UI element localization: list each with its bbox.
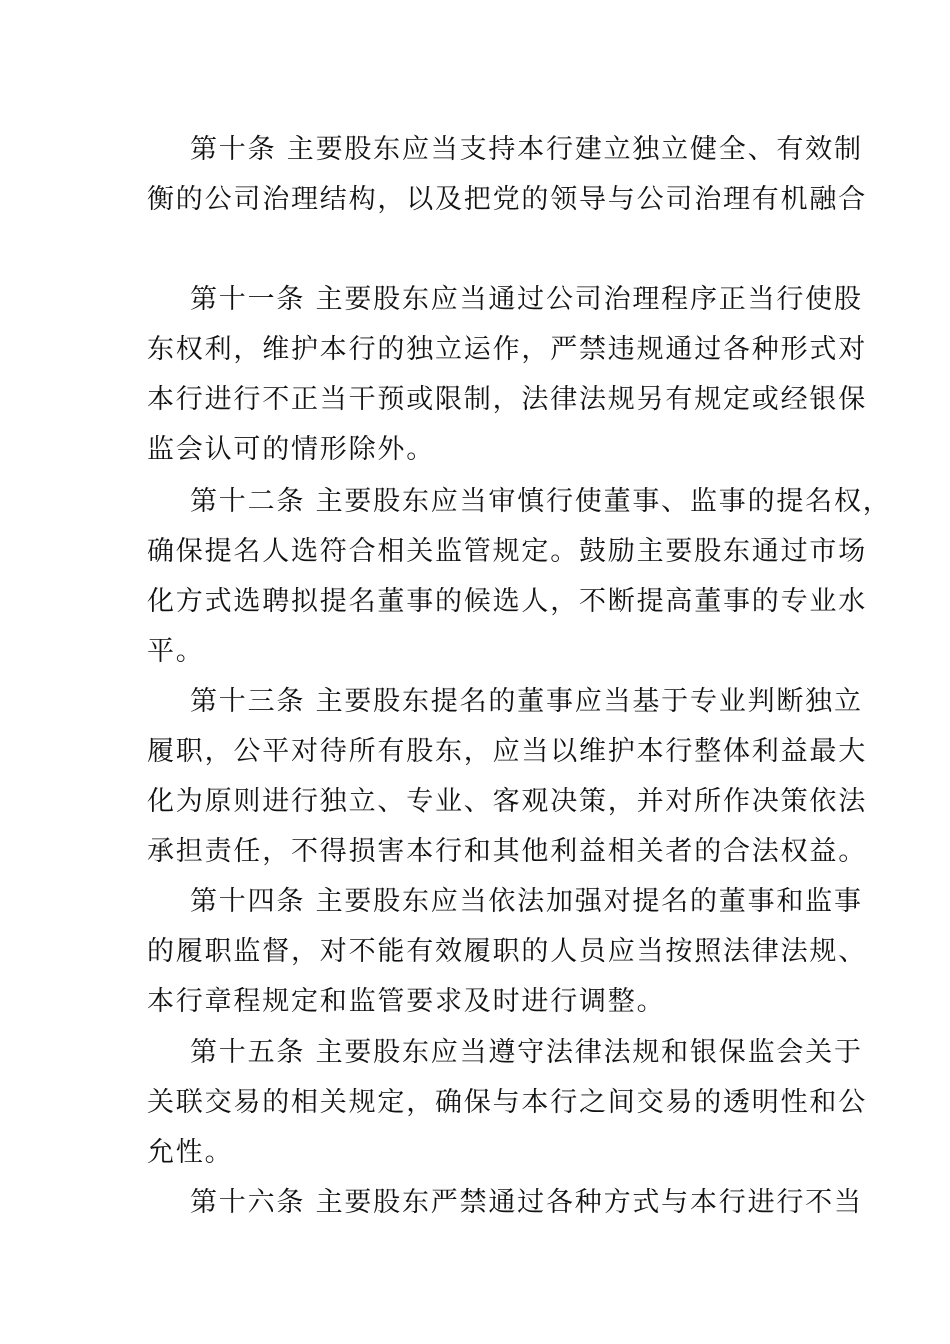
article-10-line-1: 第十条 主要股东应当支持本行建立独立健全、有效制 — [190, 134, 863, 165]
article-16-line-1: 第十六条 主要股东严禁通过各种方式与本行进行不当 — [190, 1187, 863, 1218]
article-11-line-2: 东权利，维护本行的独立运作，严禁违规通过各种形式对 — [147, 334, 867, 365]
article-15-line-1: 第十五条 主要股东应当遵守法律法规和银保监会关于 — [190, 1037, 863, 1068]
article-14-line-1: 第十四条 主要股东应当依法加强对提名的董事和监事 — [190, 886, 863, 917]
article-15-line-2: 关联交易的相关规定，确保与本行之间交易的透明性和公 — [147, 1087, 867, 1118]
article-14-line-3: 本行章程规定和监管要求及时进行调整。 — [147, 986, 666, 1017]
article-12-line-4: 平。 — [147, 636, 205, 667]
article-12-line-2: 确保提名人选符合相关监管规定。鼓励主要股东通过市场 — [147, 536, 867, 567]
article-12-line-3: 化方式选聘拟提名董事的候选人，不断提高董事的专业水 — [147, 586, 867, 617]
article-11-line-4: 监会认可的情形除外。 — [147, 434, 435, 465]
article-13-line-3: 化为原则进行独立、专业、客观决策，并对所作决策依法 — [147, 786, 867, 817]
article-14-line-2: 的履职监督，对不能有效履职的人员应当按照法律法规、 — [147, 936, 867, 967]
article-11-line-3: 本行进行不正当干预或限制，法律法规另有规定或经银保 — [147, 384, 867, 415]
article-12-line-1: 第十二条 主要股东应当审慎行使董事、监事的提名权， — [190, 486, 892, 517]
article-11-line-1: 第十一条 主要股东应当通过公司治理程序正当行使股 — [190, 284, 863, 315]
article-15-line-3: 允性。 — [147, 1137, 234, 1168]
article-13-line-4: 承担责任，不得损害本行和其他利益相关者的合法权益。 — [147, 836, 867, 867]
article-10-line-2: 衡的公司治理结构，以及把党的领导与公司治理有机融合 — [147, 184, 867, 215]
article-13-line-2: 履职，公平对待所有股东，应当以维护本行整体利益最大 — [147, 736, 867, 767]
article-13-line-1: 第十三条 主要股东提名的董事应当基于专业判断独立 — [190, 686, 863, 717]
